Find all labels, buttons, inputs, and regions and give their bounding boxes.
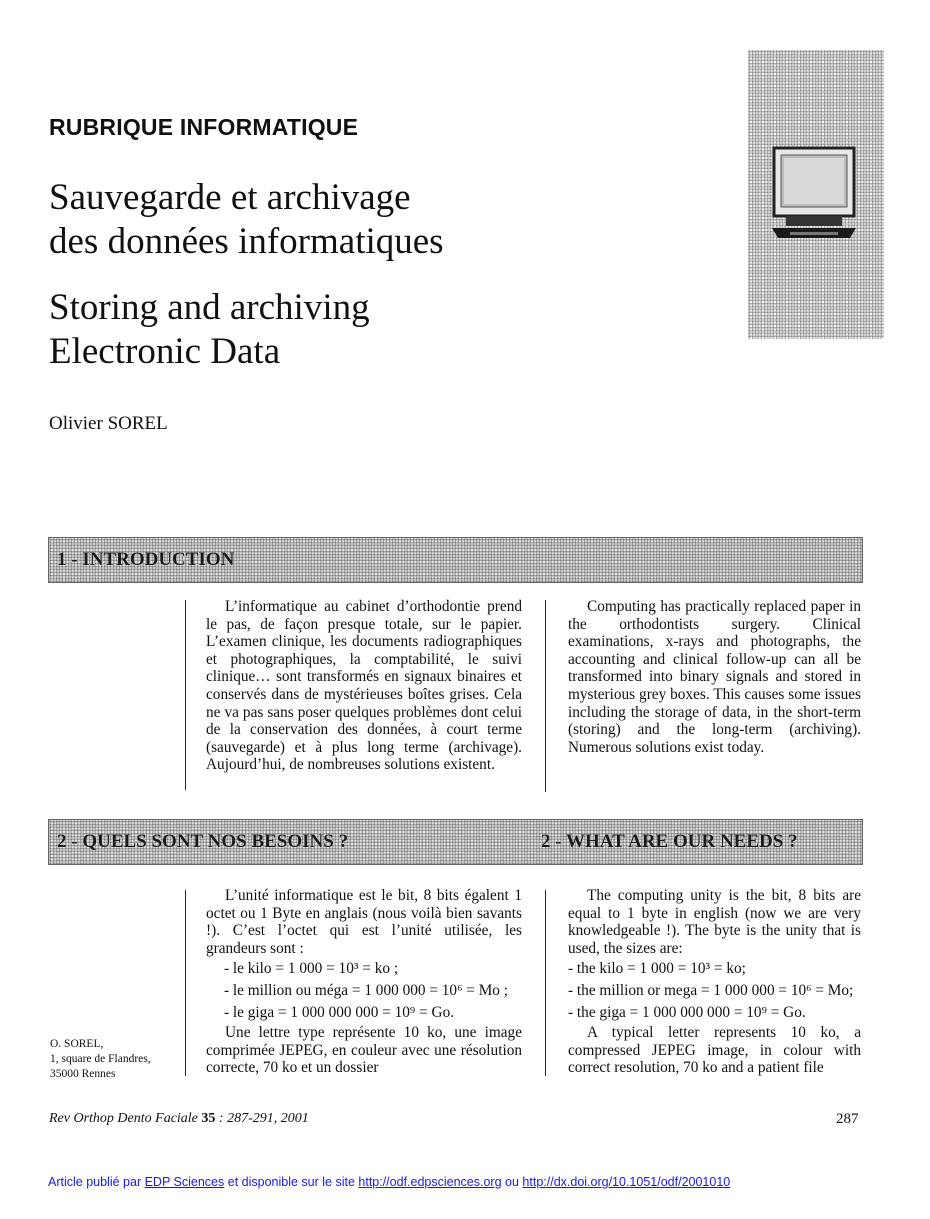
column-divider-left: [185, 600, 186, 790]
title-fr: [49, 176, 444, 264]
column-divider-middle-2: [545, 890, 546, 1076]
credit-prefix: Article publié par: [48, 1175, 142, 1189]
journal-volume: 35: [201, 1111, 216, 1126]
section-2-text-fr: [206, 887, 522, 1077]
title-fr-line-1: Sauvegarde et archivage: [49, 177, 411, 218]
rubric-heading: RUBRIQUE INFORMATIQUE: [49, 114, 359, 140]
section-2-heading-fr: 2 - QUELS SONT NOS BESOINS ?: [57, 831, 349, 852]
affiliation-line-1: O. SOREL,: [50, 1038, 104, 1050]
doi-link[interactable]: http://dx.doi.org/10.1051/odf/2001010: [522, 1175, 731, 1189]
affiliation-line-2: 1, square de Flandres,: [50, 1053, 151, 1065]
journal-pages: : 287-291, 2001: [218, 1111, 309, 1126]
section-1-band: [48, 537, 863, 583]
publisher-link[interactable]: EDP Sciences: [144, 1175, 225, 1189]
list-item-en-1: - the kilo = 1 000 = 10³ = ko;: [568, 960, 746, 978]
section-2-band: [48, 819, 863, 865]
title-en-line-1: Storing and archiving: [49, 287, 370, 328]
computer-monitor-icon: [770, 146, 858, 242]
section-2-after-en: A typical letter represents 10 ko, a compressed JEPEG image, in colour with correct resolution, 70 ko and a patient file: [568, 1024, 861, 1077]
list-item-fr-2: - le million ou méga = 1 000 000 = 10⁶ = Mo ;: [224, 981, 509, 999]
section-2-intro-fr: L’unité informatique est le bit, 8 bits égalent 1 octet ou 1 Byte en anglais (nous voilà bien savants !). C’est l’octet qui est l’unité utilisée, les grandeurs sont :: [206, 887, 522, 957]
page-number: 287: [836, 1111, 859, 1127]
column-divider-left-2: [185, 890, 186, 1076]
title-en: [49, 286, 370, 374]
list-item-en-2: - the million or mega = 1 000 000 = 10⁶ = Mo;: [568, 981, 854, 999]
section-1-paragraph-en: Computing has practically replaced paper in the orthodontists surgery. Clinical examinations, x-rays and photographs, the accounting and clinical follow-up can all be transformed into binary signals and stored in mysterious grey boxes. This causes some issues including the storage of data, in the short-term (storing) and the long-term (archiving). Numerous solutions exist today.: [568, 598, 861, 756]
section-2-after-fr: Une lettre type représente 10 ko, une image comprimée JEPEG, en couleur avec une résolution correcte, 70 ko et un dossier: [206, 1024, 522, 1077]
section-2-text-en: [568, 887, 861, 1077]
title-fr-line-2: des données informatiques: [49, 221, 444, 262]
section-1-paragraph-fr: L’informatique au cabinet d’orthodontie prend le pas, de façon presque totale, sur le papier. L’examen clinique, les documents radiographiques et photographiques, la comptabilité, le suivi clinique… sont transformés en signaux binaires et conservés dans de mystérieuses boîtes grises. Cela ne va pas sans poser quelques problèmes dont celui de la conservation des données, à court terme (sauvegarde) et à plus long terme (archivage). Aujourd’hui, de nombreuses solutions existent.: [206, 598, 522, 774]
site-link[interactable]: http://odf.edpsciences.org: [358, 1175, 502, 1189]
section-1-heading: 1 - INTRODUCTION: [57, 549, 235, 570]
publication-credit: [48, 1175, 730, 1189]
journal-citation: [49, 1111, 309, 1127]
author-affiliation: [50, 1037, 151, 1082]
affiliation-line-3: 35000 Rennes: [50, 1068, 116, 1080]
section-1-text-fr: [206, 598, 522, 774]
list-item-fr-3: - le giga = 1 000 000 000 = 10⁹ = Go.: [224, 1003, 455, 1021]
section-2-heading-en: 2 - WHAT ARE OUR NEEDS ?: [541, 831, 798, 852]
decorative-halftone-image: [748, 50, 884, 339]
journal-name: Rev Orthop Dento Faciale: [49, 1111, 198, 1126]
credit-middle: et disponible sur le site: [227, 1175, 355, 1189]
title-en-line-2: Electronic Data: [49, 331, 281, 372]
list-item-en-3: - the giga = 1 000 000 000 = 10⁹ = Go.: [568, 1003, 806, 1021]
section-2-intro-en: The computing unity is the bit, 8 bits are equal to 1 byte in english (now we are very knowledgeable !). The byte is the unity that is used, the sizes are:: [568, 887, 861, 957]
credit-or: ou: [505, 1175, 519, 1189]
column-divider-middle: [545, 600, 546, 792]
list-item-fr-1: - le kilo = 1 000 = 10³ = ko ;: [224, 960, 399, 978]
author: Olivier SOREL: [49, 413, 168, 434]
section-1-text-en: [568, 598, 861, 756]
